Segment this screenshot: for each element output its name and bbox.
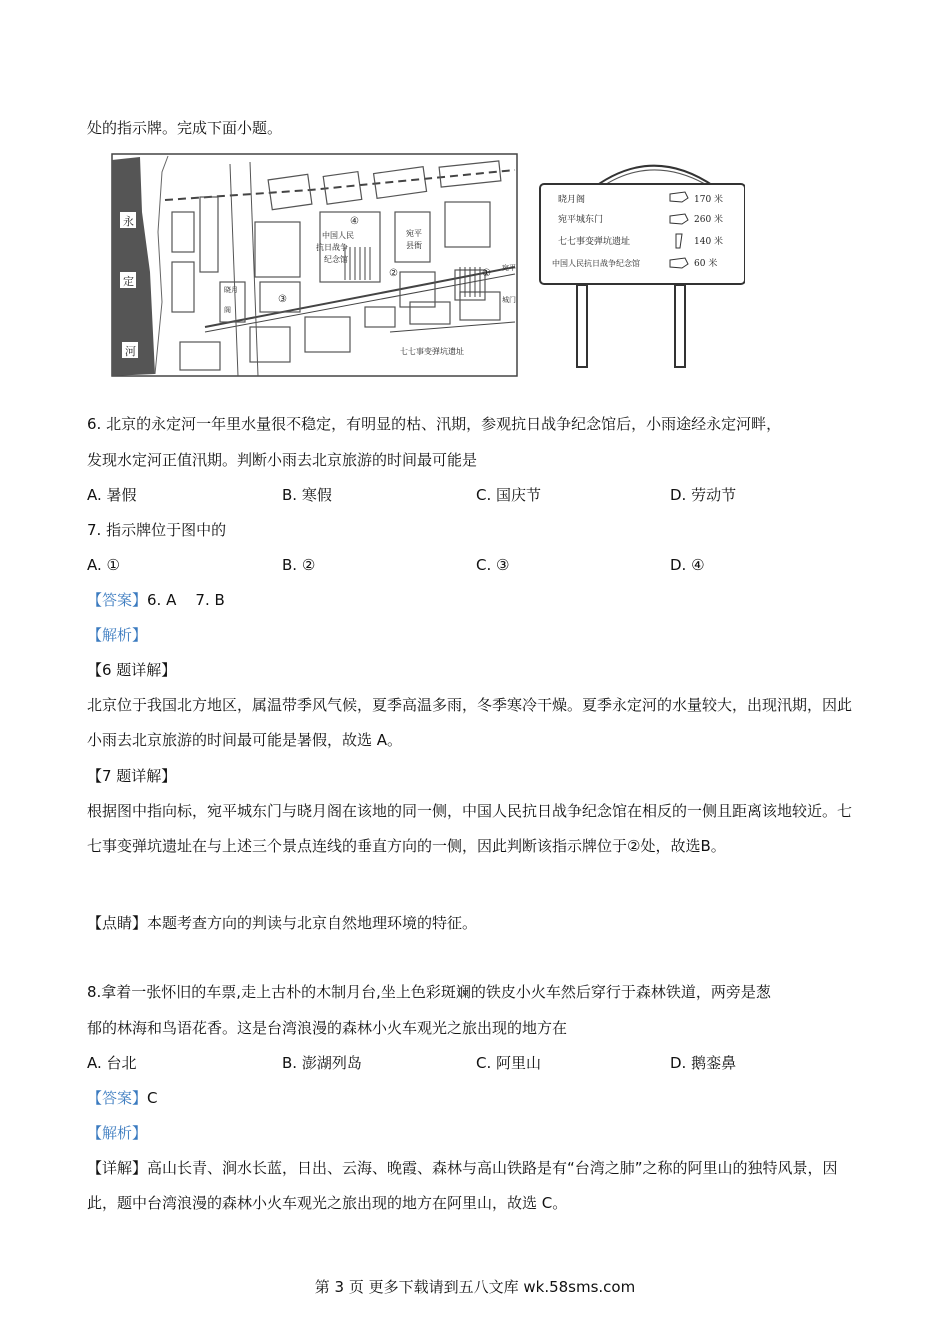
answer-value: 6. A 7. B: [147, 591, 225, 609]
county-label-1: 宛平: [406, 229, 422, 238]
q7-option-a: A. ①: [87, 556, 120, 574]
sign-place-3: 七七事变弹坑遗址: [558, 237, 631, 247]
answer-block-2: [87, 1087, 867, 1109]
figure-svg: [110, 152, 745, 382]
sign-place-1: 晓月阁: [558, 195, 586, 205]
q8-text-line1: 8.拿着一张怀旧的车票,走上古朴的木制月台,坐上色彩斑斓的铁皮小火车然后穿行于森林铁道，两旁是葱: [87, 983, 771, 1001]
museum-label-2: 抗日战争: [316, 243, 348, 252]
q8-option-c: C. 阿里山: [476, 1054, 542, 1072]
q6-option-d: D. 劳动节: [670, 486, 737, 504]
intro-text: 处的指示牌。完成下面小题。: [87, 119, 283, 137]
detail6-paragraph: 北京位于我国北方地区，属温带季风气候，夏季高温多雨，冬季寒冷干燥。夏季永定河的水量较大，出现汛期，因此小雨去北京旅游的时间最可能是暑假，故选 A。: [87, 696, 853, 749]
q6-option-c: C. 国庆节: [476, 486, 542, 504]
tower-label-2: 阁: [224, 306, 231, 314]
answer-tag: 【答案】: [87, 591, 148, 609]
q7-option-c: C. ③: [476, 556, 510, 574]
q8-option-d: D. 鹅銮鼻: [670, 1054, 737, 1072]
q7-option-d: D. ④: [670, 556, 705, 574]
analysis-tag-1: 【解析】: [87, 626, 148, 644]
q8-option-b: B. 澎湖列岛: [282, 1054, 362, 1072]
answer-value: C: [147, 1089, 158, 1107]
map: [112, 154, 517, 376]
museum-label-1: 中国人民: [322, 231, 354, 240]
figure-map-and-sign: [110, 152, 745, 382]
sign-board: [540, 166, 745, 367]
page-footer: 第 3 页 更多下载请到五八文库 wk.58sms.com: [314, 1278, 636, 1296]
street-label: 七七事变弹坑遗址: [400, 347, 464, 356]
sign-distance-1: 170 米: [694, 195, 724, 205]
sign-place-2: 宛平城东门: [558, 215, 604, 225]
q6-option-a: A. 暑假: [87, 486, 137, 504]
gate-label-2: 城门: [502, 296, 516, 304]
county-label-2: 县衙: [406, 241, 422, 250]
gate-label-1: 宛平: [502, 264, 516, 272]
marker-1: ①: [482, 268, 491, 279]
sign-distance-3: 140 米: [694, 237, 724, 247]
q6-option-b: B. 寒假: [282, 486, 332, 504]
marker-4: ④: [350, 216, 359, 227]
sign-distance-4: 60 米: [694, 259, 718, 269]
analysis-tag-2: 【解析】: [87, 1124, 148, 1142]
remark-text: 【点睛】本题考查方向的判读与北京自然地理环境的特征。: [87, 914, 478, 932]
q6-text-line1: 6. 北京的永定河一年里水量很不稳定，有明显的枯、汛期，参观抗日战争纪念馆后，小雨途经永定河畔，: [87, 415, 782, 433]
q8-text-line2: 郁的林海和鸟语花香。这是台湾浪漫的森林小火车观光之旅出现的地方在: [87, 1019, 568, 1037]
detail7-heading: 【7 题详解】: [87, 767, 177, 785]
river-label-2: 定: [123, 275, 134, 288]
museum-label-3: 纪念馆: [324, 255, 348, 264]
marker-2: ②: [389, 268, 398, 279]
detail8-paragraph: 【详解】高山长青、涧水长蓝，日出、云海、晚霞、森林与高山铁路是有“台湾之肺”之称的阿里山的独特风景，因此，题中台湾浪漫的森林小火车观光之旅出现的地方在阿里山，故选 C。: [87, 1159, 838, 1212]
q7-option-b: B. ②: [282, 556, 316, 574]
detail6-heading: 【6 题详解】: [87, 661, 177, 679]
marker-3: ③: [278, 294, 287, 305]
river-label-1: 永: [123, 215, 134, 228]
river-label-3: 河: [125, 345, 136, 358]
answer-tag: 【答案】: [87, 1089, 148, 1107]
q8-option-a: A. 台北: [87, 1054, 137, 1072]
answer-block-1: [87, 589, 867, 611]
tower-label-1: 晓月: [224, 286, 238, 294]
detail7-paragraph: 根据图中指向标，宛平城东门与晓月阁在该地的同一侧，中国人民抗日战争纪念馆在相反的一侧且距离该地较近。七七事变弹坑遗址在与上述三个景点连线的垂直方向的一侧，因此判断该指示牌位于②处，故选B。: [87, 802, 853, 855]
sign-distance-2: 260 米: [694, 215, 724, 225]
q7-text: 7. 指示牌位于图中的: [87, 521, 227, 539]
q6-text-line2: 发现水定河正值汛期。判断小雨去北京旅游的时间最可能是: [87, 451, 478, 469]
sign-place-4: 中国人民抗日战争纪念馆: [552, 259, 640, 268]
